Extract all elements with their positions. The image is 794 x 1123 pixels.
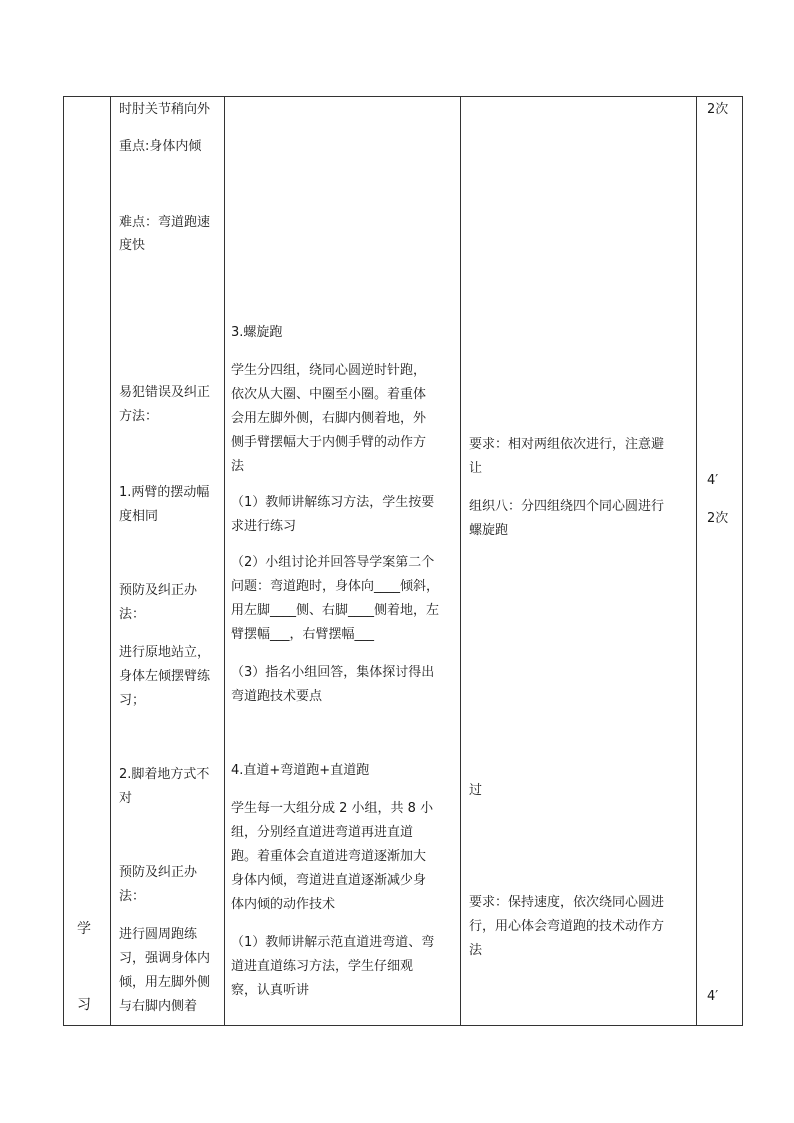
prevention-text: 身体左倾摆臂练 — [119, 669, 211, 684]
section-char-top: 学 — [77, 921, 91, 937]
repetitions: 2次 — [707, 511, 729, 526]
activity-text: 侧手臂摆幅大于内侧手臂的动作方 — [231, 435, 427, 450]
activity-text: 依次从大圈、中圈至小圈。着重体 — [231, 387, 427, 402]
requirement-text: 法 — [469, 943, 483, 958]
activity-step: （1）教师讲解示范直道进弯道、弯 — [231, 935, 435, 950]
activity-text: 体内倾的动作技术 — [231, 897, 336, 912]
activity-title: 3.螺旋跑 — [231, 325, 283, 340]
difficulty-line: 难点：弯道跑速 — [119, 215, 211, 230]
prevention-heading: 法： — [119, 607, 146, 622]
activity-title: 4.直道+弯道跑+直道跑 — [231, 763, 370, 778]
requirement-text: 让 — [469, 461, 483, 476]
activity-step: 道进直道练习方法，学生仔细观 — [231, 959, 414, 974]
prevention-text: 倾，用左脚外侧 — [119, 975, 211, 990]
duration: 4′ — [707, 989, 719, 1004]
keypoints-column — [111, 97, 225, 1025]
duration: 4′ — [707, 473, 719, 488]
activity-text: 身体内倾，弯道进直道逐渐减少身 — [231, 873, 427, 888]
activity-step: 臂摆幅___，右臂摆幅___ — [231, 627, 375, 642]
prevention-heading: 法： — [119, 889, 146, 904]
lesson-plan-table — [63, 96, 743, 1026]
time-column — [697, 97, 742, 1025]
text-line: 时肘关节稍向外 — [119, 102, 211, 117]
activity-text: 跑。着重体会直道进弯道逐渐加大 — [231, 849, 427, 864]
activity-step: 求进行练习 — [231, 519, 297, 534]
activity-text: 学生分四组，绕同心圆逆时针跑， — [231, 363, 427, 378]
errors-heading: 易犯错误及纠正 — [119, 385, 211, 400]
difficulty-line: 度快 — [119, 238, 146, 253]
activity-step: 用左脚____侧、右脚____侧着地，左 — [231, 603, 440, 618]
key-point: 重点:身体内倾 — [119, 139, 202, 154]
activity-text: 会用左脚外侧，右脚内侧着地，外 — [231, 411, 427, 426]
section-column — [64, 97, 111, 1025]
error-item-1: 1.两臂的摆动幅 — [119, 485, 210, 500]
prevention-heading: 预防及纠正办 — [119, 865, 198, 880]
prevention-text: 与右脚内侧着 — [119, 999, 198, 1014]
activity-step: （2）小组讨论并回答导学案第二个 — [231, 555, 435, 570]
activity-step: 问题：弯道跑时，身体向____倾斜， — [231, 579, 440, 594]
activities-column — [225, 97, 461, 1025]
requirement-text: 要求：相对两组依次进行，注意避 — [469, 437, 665, 452]
prevention-text: 习； — [119, 693, 146, 708]
activity-step: 察，认真听讲 — [231, 983, 310, 998]
organization-text: 组织八：分四组绕四个同心圆进行 — [469, 499, 665, 514]
activity-step: 弯道跑技术要点 — [231, 689, 323, 704]
error-item-2: 2.脚着地方式不 — [119, 767, 210, 782]
prevention-heading: 预防及纠正办 — [119, 583, 198, 598]
errors-heading: 方法： — [119, 409, 159, 424]
organization-text: 螺旋跑 — [469, 523, 509, 538]
requirement-text: 要求：保持速度，依次绕同心圆进 — [469, 895, 665, 910]
requirement-text: 行，用心体会弯道跑的技术动作方 — [469, 919, 665, 934]
organization-text: 过 — [469, 783, 483, 798]
prevention-text: 进行原地站立， — [119, 645, 211, 660]
section-char-bottom: 习 — [77, 997, 91, 1013]
prevention-text: 进行圆周跑练 — [119, 927, 198, 942]
activity-text: 学生每一大组分成 2 小组，共 8 小 — [231, 801, 434, 816]
repetitions: 2次 — [707, 102, 729, 117]
activity-step: （1）教师讲解练习方法，学生按要 — [231, 495, 435, 510]
error-item-2: 对 — [119, 791, 133, 806]
activity-step: （3）指名小组回答，集体探讨得出 — [231, 665, 435, 680]
activity-text: 组，分别经直道进弯道再进直道 — [231, 825, 414, 840]
prevention-text: 习，强调身体内 — [119, 951, 211, 966]
organization-column — [461, 97, 697, 1025]
error-item-1: 度相同 — [119, 509, 159, 524]
activity-text: 法 — [231, 459, 245, 474]
